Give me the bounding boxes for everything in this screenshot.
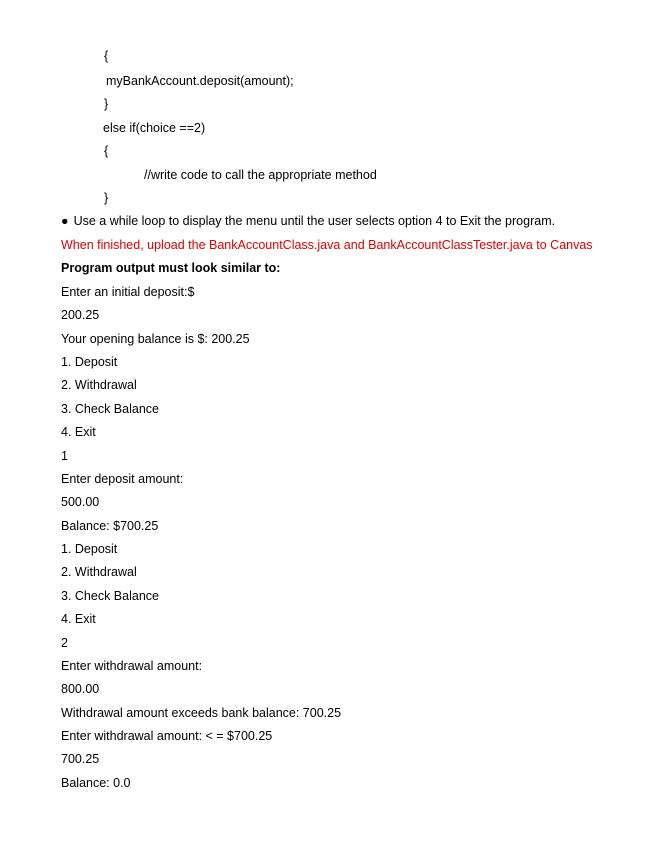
bullet-instruction (61, 214, 555, 229)
output-line: 2. Withdrawal (61, 565, 137, 579)
output-line: 3. Check Balance (61, 589, 159, 603)
output-line: Withdrawal amount exceeds bank balance: 700.25 (61, 706, 342, 720)
output-line: 500.00 (61, 495, 100, 509)
output-line: 1. Deposit (61, 542, 118, 556)
output-line: 4. Exit (61, 425, 96, 439)
output-heading: Program output must look similar to: (61, 261, 281, 275)
output-line: Enter withdrawal amount: (61, 659, 203, 673)
code-line-close-brace-1: } (104, 97, 109, 111)
bullet-instruction-text: Use a while loop to display the menu until the user selects option 4 to Exit the program. (73, 214, 556, 228)
output-line: 700.25 (61, 752, 100, 766)
code-line-close-brace-2: } (104, 191, 109, 205)
upload-note: When finished, upload the BankAccountClass.java and BankAccountClassTester.java to Canvas (61, 238, 593, 252)
output-line: Enter withdrawal amount: < = $700.25 (61, 729, 273, 743)
code-line-comment: //write code to call the appropriate method (144, 168, 377, 182)
output-line: 1. Deposit (61, 355, 118, 369)
code-line-deposit-call: myBankAccount.deposit(amount); (106, 74, 294, 88)
output-line: Enter deposit amount: (61, 472, 184, 486)
output-line: 1 (61, 449, 68, 463)
output-line: Your opening balance is $: 200.25 (61, 332, 250, 346)
output-line: 3. Check Balance (61, 402, 159, 416)
output-line: 200.25 (61, 308, 100, 322)
bullet-icon: ● (61, 214, 69, 228)
output-line: 2 (61, 636, 68, 650)
output-line: 800.00 (61, 682, 100, 696)
output-line: 4. Exit (61, 612, 96, 626)
code-line-else-if: else if(choice ==2) (103, 121, 206, 135)
code-line-open-brace-2: { (104, 144, 109, 158)
output-line: Enter an initial deposit:$ (61, 285, 195, 299)
output-line: 2. Withdrawal (61, 378, 137, 392)
output-line: Balance: $700.25 (61, 519, 159, 533)
code-line-open-brace-1: { (104, 49, 109, 63)
output-line: Balance: 0.0 (61, 776, 131, 790)
